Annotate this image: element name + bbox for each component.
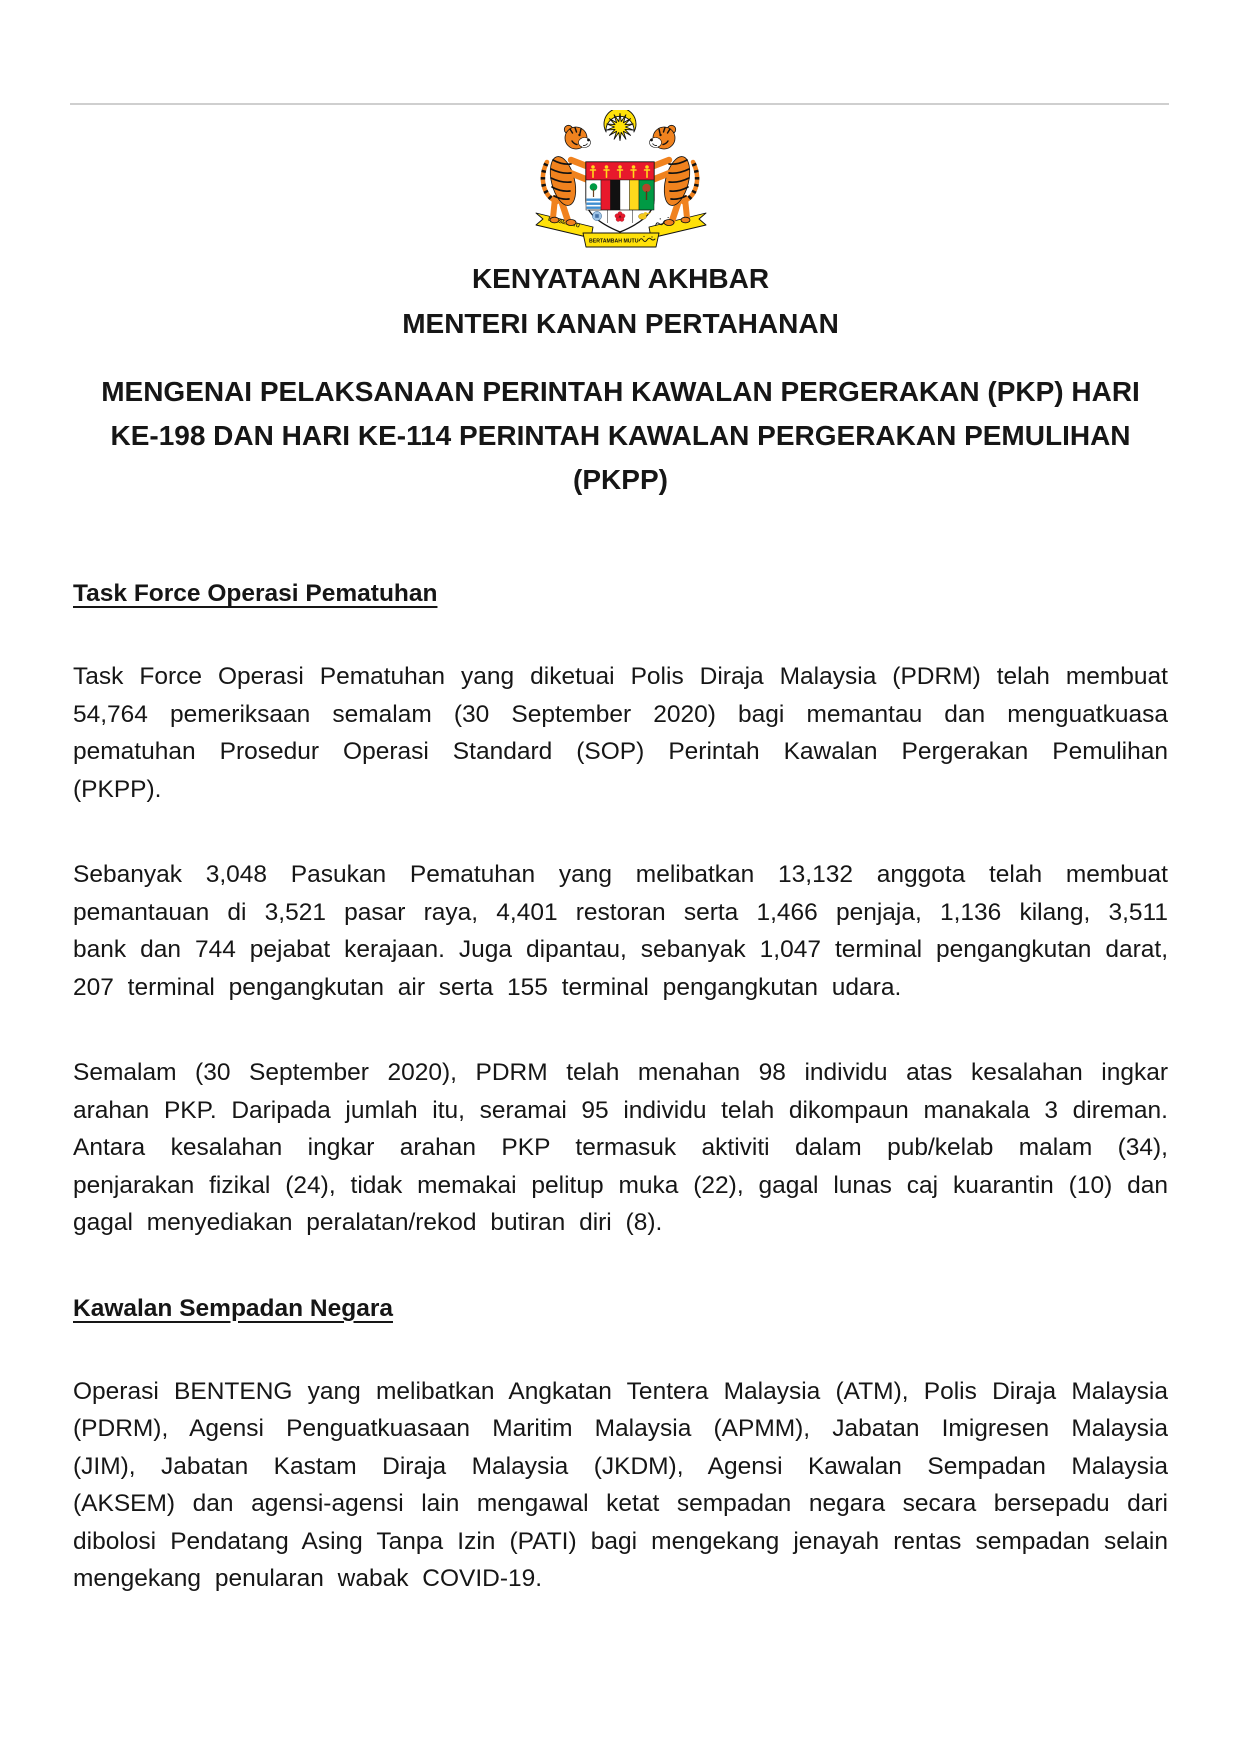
header-divider-line xyxy=(70,103,1169,105)
issuer-label: MENTERI KANAN PERTAHANAN xyxy=(402,308,839,339)
tiger-supporter-left xyxy=(542,125,590,225)
federal-shield xyxy=(586,162,654,232)
document-title-line-2: KE-198 DAN HARI KE-114 PERINTAH KAWALAN PERGERAKAN PEMULIHAN xyxy=(110,420,1131,451)
document-title xyxy=(73,370,1168,502)
tiger-supporter-right xyxy=(649,125,697,225)
document-type-label: KENYATAAN AKHBAR xyxy=(471,263,770,294)
document-body xyxy=(73,110,1168,1646)
section-heading-task-force: Task Force Operasi Pematuhan xyxy=(73,580,438,607)
document-title-line-1: MENGENAI PELAKSANAAN PERINTAH KAWALAN PERGERAKAN (PKP) HARI xyxy=(101,376,1140,407)
emblem-container xyxy=(73,110,1168,248)
paragraph-task-force-3: Semalam (30 September 2020), PDRM telah menahan 98 individu atas kesalahan ingkar arahan PKP. Daripada jumlah itu, seramai 95 individu telah dikompaun manakala 3 direman. Antara kesalahan ingkar arahan PKP termasuk aktiviti dalam pub/kelab malam (34), penjarakan fizikal (24), tidak memakai pelitup muka (22), gagal lunas caj kuarantin (10) dan gagal menyediakan peralatan/rekod butiran diri (8). xyxy=(73,1059,1168,1236)
section-heading-border-control: Kawalan Sempadan Negara xyxy=(73,1294,393,1322)
star-and-crescent xyxy=(604,110,636,141)
motto-text-bersekutu: BERSEKUTU xyxy=(546,216,580,230)
paragraph-border-control-1: Operasi BENTENG yang melibatkan Angkatan Tentera Malaysia (ATM), Polis Diraja Malaysia (PDRM), Agensi Penguatkuasaan Maritim Malaysia (APMM), Jabatan Imigresen Malaysia (JIM), Jabatan Kastam Diraja Malaysia (JKDM), Agensi Kawalan Sempadan Malaysia (AKSEM) dan agensi-agensi lain mengawal ketat sempadan negara secara bersepadu dari dibolosi Pendatang Asing Tanpa Izin (PATI) bagi mengekang jenayah rentas sempadan selain mengekang penularan wabak COVID-19. xyxy=(73,1377,1168,1592)
malaysia-coat-of-arms-icon xyxy=(531,110,711,248)
document-title-line-3: (PKPP) xyxy=(573,464,668,495)
motto-text-bertambah-mutu: BERTAMBAH MUTU xyxy=(588,238,638,245)
paragraph-task-force-2: Sebanyak 3,048 Pasukan Pematuhan yang melibatkan 13,132 anggota telah membuat pemantauan di 3,521 pasar raya, 4,401 restoran serta 1,466 penjaja, 1,136 kilang, 3,511 bank dan 744 pejabat kerajaan. Juga dipantau, sebanyak 1,047 terminal pengangkutan darat, 207 terminal pengangkutan air serta 155 terminal pengangkutan udara. xyxy=(73,861,1168,1001)
document-type-heading xyxy=(73,256,1168,346)
paragraph-task-force-1: Task Force Operasi Pematuhan yang diketuai Polis Diraja Malaysia (PDRM) telah membuat 54,764 pemeriksaan semalam (30 September 2020) bagi memantau dan menguatkuasa pematuhan Prosedur Operasi Standard (SOP) Perintah Kawalan Pergerakan Pemulihan (PKPP). xyxy=(73,663,1168,803)
